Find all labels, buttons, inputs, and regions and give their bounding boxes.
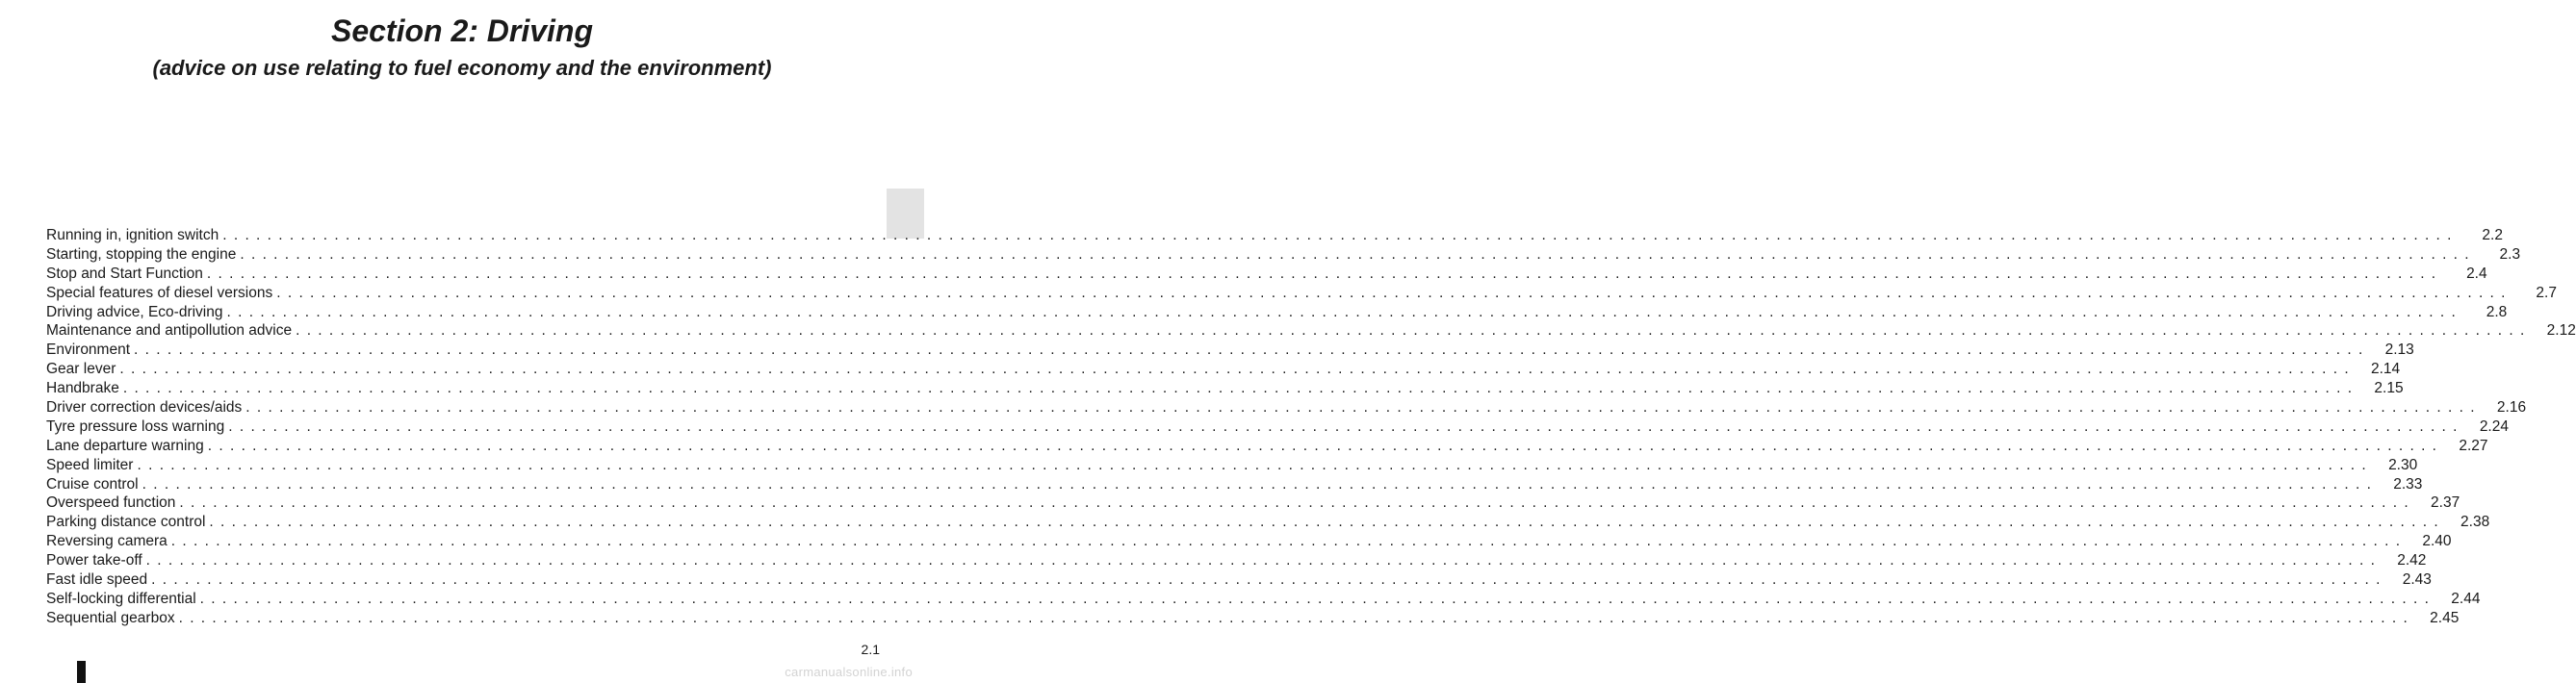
toc-entry-label: Tyre pressure loss warning [46, 417, 225, 435]
toc-dot-leader: . . . . . . . . . . . . . . . . . . . . . . . . . . . . . . . . . . . . . . . . . . . . . . . . . . . . . . . . . . . . . . . . . . . . . . . . . . . . . . . . . . . . . . . . . . . . . . . . . . . . . . . . . . . . . . . . . . . . . . . . . . . . . . . . . . . . . . . . . . . . . . . . . . . . . . . . . . . . . . . . . . . . . . . . . . . . . . . . . . . . . . . . . . . . . . . . . . . . . . . . [142, 475, 2373, 493]
toc-dot-leader: . . . . . . . . . . . . . . . . . . . . . . . . . . . . . . . . . . . . . . . . . . . . . . . . . . . . . . . . . . . . . . . . . . . . . . . . . . . . . . . . . . . . . . . . . . . . . . . . . . . . . . . . . . . . . . . . . . . . . . . . . . . . . . . . . . . . . . . . . . . . . . . . . . . . . . . . . . . . . . . . . . . . . . . . . . . . . . . . . . . . . . . . . . . . . . . . . . . . . . . . [240, 245, 2471, 263]
toc-entry-label: Overspeed function [46, 494, 176, 512]
toc-entry-page: 2.24 [2479, 417, 2509, 435]
toc-entry-page: 2.13 [2384, 342, 2414, 359]
toc-dot-leader: . . . . . . . . . . . . . . . . . . . . . . . . . . . . . . . . . . . . . . . . . . . . . . . . . . . . . . . . . . . . . . . . . . . . . . . . . . . . . . . . . . . . . . . . . . . . . . . . . . . . . . . . . . . . . . . . . . . . . . . . . . . . . . . . . . . . . . . . . . . . . . . . . . . . . . . . . . . . . . . . . . . . . . . . . . . . . . . . . . . . . . . . . . . . . . . . . . . . . . . . [199, 590, 2431, 607]
toc-entry-label: Reversing camera [46, 533, 167, 550]
toc-dot-leader: . . . . . . . . . . . . . . . . . . . . . . . . . . . . . . . . . . . . . . . . . . . . . . . . . . . . . . . . . . . . . . . . . . . . . . . . . . . . . . . . . . . . . . . . . . . . . . . . . . . . . . . . . . . . . . . . . . . . . . . . . . . . . . . . . . . . . . . . . . . . . . . . . . . . . . . . . . . . . . . . . . . . . . . . . . . . . . . . . . . . . . . . . . . . . . . . . . . . . . . . [179, 494, 2410, 512]
toc-entry-page: 2.8 [2486, 303, 2508, 320]
toc-entry[interactable] [46, 398, 2527, 417]
toc-entry-page: 2.12 [2546, 322, 2576, 340]
toc-entry-label: Running in, ignition switch [46, 227, 219, 243]
page-corner-mark [77, 661, 86, 683]
toc-entry[interactable] [46, 513, 2490, 532]
toc-dot-leader: . . . . . . . . . . . . . . . . . . . . . . . . . . . . . . . . . . . . . . . . . . . . . . . . . . . . . . . . . . . . . . . . . . . . . . . . . . . . . . . . . . . . . . . . . . . . . . . . . . . . . . . . . . . . . . . . . . . . . . . . . . . . . . . . . . . . . . . . . . . . . . . . . . . . . . . . . . . . . . . . . . . . . . . . . . . . . . . . . . . . . . . . . . . . . . . . . . . . . . . . [206, 265, 2437, 282]
toc-dot-leader: . . . . . . . . . . . . . . . . . . . . . . . . . . . . . . . . . . . . . . . . . . . . . . . . . . . . . . . . . . . . . . . . . . . . . . . . . . . . . . . . . . . . . . . . . . . . . . . . . . . . . . . . . . . . . . . . . . . . . . . . . . . . . . . . . . . . . . . . . . . . . . . . . . . . . . . . . . . . . . . . . . . . . . . . . . . . . . . . . . . . . . . . . . . . . . . . . . . . . . . . [151, 571, 2382, 589]
toc-entry[interactable] [46, 456, 2418, 475]
toc-entry-page: 2.33 [2393, 475, 2423, 493]
toc-entry[interactable] [46, 609, 2460, 628]
toc-dot-leader: . . . . . . . . . . . . . . . . . . . . . . . . . . . . . . . . . . . . . . . . . . . . . . . . . . . . . . . . . . . . . . . . . . . . . . . . . . . . . . . . . . . . . . . . . . . . . . . . . . . . . . . . . . . . . . . . . . . . . . . . . . . . . . . . . . . . . . . . . . . . . . . . . . . . . . . . . . . . . . . . . . . . . . . . . . . . . . . . . . . . . . . . . . . . . . . . . . . . . . . . [134, 342, 2364, 359]
toc-entry[interactable] [46, 226, 2503, 245]
watermark: carmanualsonline.info [785, 665, 913, 679]
toc-entry[interactable] [46, 265, 2487, 284]
toc-entry-page: 2.4 [2466, 265, 2487, 282]
toc-entry[interactable] [46, 590, 2481, 609]
toc-entry[interactable] [46, 245, 2521, 265]
toc-dot-leader: . . . . . . . . . . . . . . . . . . . . . . . . . . . . . . . . . . . . . . . . . . . . . . . . . . . . . . . . . . . . . . . . . . . . . . . . . . . . . . . . . . . . . . . . . . . . . . . . . . . . . . . . . . . . . . . . . . . . . . . . . . . . . . . . . . . . . . . . . . . . . . . . . . . . . . . . . . . . . . . . . . . . . . . . . . . . . . . . . . . . . . . . . . . . . . . . . . . . . . . . [228, 417, 2459, 435]
toc-entry[interactable] [46, 284, 2557, 303]
toc-entry-page: 2.38 [2460, 514, 2490, 531]
page-subtitle: (advice on use relating to fuel economy and the environment) [152, 56, 772, 80]
toc-entry[interactable] [46, 570, 2432, 590]
toc-entry-label: Maintenance and antipollution advice [46, 322, 293, 340]
toc-entry-page: 2.44 [2451, 590, 2481, 607]
toc-entry-label: Driver correction devices/aids [46, 399, 243, 417]
toc-entry-page: 2.42 [2397, 552, 2427, 569]
toc-entry[interactable] [46, 379, 2404, 398]
toc-dot-leader: . . . . . . . . . . . . . . . . . . . . . . . . . . . . . . . . . . . . . . . . . . . . . . . . . . . . . . . . . . . . . . . . . . . . . . . . . . . . . . . . . . . . . . . . . . . . . . . . . . . . . . . . . . . . . . . . . . . . . . . . . . . . . . . . . . . . . . . . . . . . . . . . . . . . . . . . . . . . . . . . . . . . . . . . . . . . . . . . . . . . . . . . . . . . . . . . . . . . . . . . [209, 514, 2440, 531]
toc-dot-leader: . . . . . . . . . . . . . . . . . . . . . . . . . . . . . . . . . . . . . . . . . . . . . . . . . . . . . . . . . . . . . . . . . . . . . . . . . . . . . . . . . . . . . . . . . . . . . . . . . . . . . . . . . . . . . . . . . . . . . . . . . . . . . . . . . . . . . . . . . . . . . . . . . . . . . . . . . . . . . . . . . . . . . . . . . . . . . . . . . . . . . . . . . . . . . . . . . . . . . . . . [207, 437, 2438, 454]
toc-entry[interactable] [46, 417, 2509, 437]
toc-entry[interactable] [46, 303, 2508, 322]
toc-dot-leader: . . . . . . . . . . . . . . . . . . . . . . . . . . . . . . . . . . . . . . . . . . . . . . . . . . . . . . . . . . . . . . . . . . . . . . . . . . . . . . . . . . . . . . . . . . . . . . . . . . . . . . . . . . . . . . . . . . . . . . . . . . . . . . . . . . . . . . . . . . . . . . . . . . . . . . . . . . . . . . . . . . . . . . . . . . . . . . . . . . . . . . . . . . . . . . . . . . . . . . . . [145, 552, 2377, 569]
table-of-contents [46, 226, 2576, 628]
toc-entry-label: Environment [46, 342, 131, 359]
toc-entry-label: Lane departure warning [46, 437, 204, 454]
toc-dot-leader: . . . . . . . . . . . . . . . . . . . . . . . . . . . . . . . . . . . . . . . . . . . . . . . . . . . . . . . . . . . . . . . . . . . . . . . . . . . . . . . . . . . . . . . . . . . . . . . . . . . . . . . . . . . . . . . . . . . . . . . . . . . . . . . . . . . . . . . . . . . . . . . . . . . . . . . . . . . . . . . . . . . . . . . . . . . . . . . . . . . . . . . . . . . . . . . . . . . . . . . . [226, 303, 2458, 320]
toc-dot-leader: . . . . . . . . . . . . . . . . . . . . . . . . . . . . . . . . . . . . . . . . . . . . . . . . . . . . . . . . . . . . . . . . . . . . . . . . . . . . . . . . . . . . . . . . . . . . . . . . . . . . . . . . . . . . . . . . . . . . . . . . . . . . . . . . . . . . . . . . . . . . . . . . . . . . . . . . . . . . . . . . . . . . . . . . . . . . . . . . . . . . . . . . . . . . . . . . . . . . . . . . [170, 533, 2402, 550]
toc-entry-page: 2.27 [2459, 437, 2488, 454]
toc-entry[interactable] [46, 360, 2401, 379]
toc-entry-label: Driving advice, Eco-driving [46, 303, 223, 320]
toc-entry-page: 2.14 [2370, 361, 2401, 378]
toc-entry[interactable] [46, 341, 2414, 360]
toc-entry-label: Starting, stopping the engine [46, 245, 237, 263]
toc-entry-label: Stop and Start Function [46, 265, 203, 282]
toc-entry-label: Sequential gearbox [46, 609, 175, 626]
toc-dot-leader: . . . . . . . . . . . . . . . . . . . . . . . . . . . . . . . . . . . . . . . . . . . . . . . . . . . . . . . . . . . . . . . . . . . . . . . . . . . . . . . . . . . . . . . . . . . . . . . . . . . . . . . . . . . . . . . . . . . . . . . . . . . . . . . . . . . . . . . . . . . . . . . . . . . . . . . . . . . . . . . . . . . . . . . . . . . . . . . . . . . . . . . . . . . . . . . . . . . . . . . . [178, 609, 2409, 626]
page-number: 2.1 [861, 642, 880, 657]
toc-entry-page: 2.30 [2388, 456, 2418, 473]
toc-entry[interactable] [46, 475, 2423, 494]
toc-entry-page: 2.43 [2402, 571, 2432, 589]
toc-dot-leader: . . . . . . . . . . . . . . . . . . . . . . . . . . . . . . . . . . . . . . . . . . . . . . . . . . . . . . . . . . . . . . . . . . . . . . . . . . . . . . . . . . . . . . . . . . . . . . . . . . . . . . . . . . . . . . . . . . . . . . . . . . . . . . . . . . . . . . . . . . . . . . . . . . . . . . . . . . . . . . . . . . . . . . . . . . . . . . . . . . . . . . . . . . . . . . . . . . . . . . . . [276, 284, 2507, 301]
toc-entry[interactable] [46, 493, 2460, 513]
toc-entry-label: Cruise control [46, 475, 139, 493]
toc-entry-label: Parking distance control [46, 514, 206, 531]
toc-entry-label: Special features of diesel versions [46, 284, 273, 301]
toc-entry-page: 2.45 [2430, 609, 2460, 626]
toc-entry-page: 2.40 [2422, 533, 2452, 550]
toc-entry-page: 2.16 [2496, 399, 2527, 417]
toc-entry[interactable] [46, 437, 2488, 456]
toc-entry-label: Handbrake [46, 380, 119, 397]
toc-entry-label: Speed limiter [46, 456, 134, 473]
toc-dot-leader: . . . . . . . . . . . . . . . . . . . . . . . . . . . . . . . . . . . . . . . . . . . . . . . . . . . . . . . . . . . . . . . . . . . . . . . . . . . . . . . . . . . . . . . . . . . . . . . . . . . . . . . . . . . . . . . . . . . . . . . . . . . . . . . . . . . . . . . . . . . . . . . . . . . . . . . . . . . . . . . . . . . . . . . . . . . . . . . . . . . . . . . . . . . . . . . . . . . . . . . . [122, 380, 2354, 397]
toc-entry-page: 2.37 [2431, 494, 2460, 512]
toc-entry[interactable] [46, 551, 2427, 570]
toc-dot-leader: . . . . . . . . . . . . . . . . . . . . . . . . . . . . . . . . . . . . . . . . . . . . . . . . . . . . . . . . . . . . . . . . . . . . . . . . . . . . . . . . . . . . . . . . . . . . . . . . . . . . . . . . . . . . . . . . . . . . . . . . . . . . . . . . . . . . . . . . . . . . . . . . . . . . . . . . . . . . . . . . . . . . . . . . . . . . . . . . . . . . . . . . . . . . . . . . . . . . . . . . [245, 399, 2477, 417]
toc-entry-label: Self-locking differential [46, 590, 196, 607]
toc-dot-leader: . . . . . . . . . . . . . . . . . . . . . . . . . . . . . . . . . . . . . . . . . . . . . . . . . . . . . . . . . . . . . . . . . . . . . . . . . . . . . . . . . . . . . . . . . . . . . . . . . . . . . . . . . . . . . . . . . . . . . . . . . . . . . . . . . . . . . . . . . . . . . . . . . . . . . . . . . . . . . . . . . . . . . . . . . . . . . . . . . . . . . . . . . . . . . . . . . . . . . . . . [296, 322, 2526, 340]
toc-entry-page: 2.2 [2482, 227, 2503, 243]
toc-entry[interactable] [46, 321, 2576, 341]
toc-entry-page: 2.3 [2499, 245, 2521, 263]
toc-entry-label: Gear lever [46, 361, 116, 378]
toc-dot-leader: . . . . . . . . . . . . . . . . . . . . . . . . . . . . . . . . . . . . . . . . . . . . . . . . . . . . . . . . . . . . . . . . . . . . . . . . . . . . . . . . . . . . . . . . . . . . . . . . . . . . . . . . . . . . . . . . . . . . . . . . . . . . . . . . . . . . . . . . . . . . . . . . . . . . . . . . . . . . . . . . . . . . . . . . . . . . . . . . . . . . . . . . . . . . . . . . . . . . . . . . [119, 361, 2351, 378]
toc-dot-leader: . . . . . . . . . . . . . . . . . . . . . . . . . . . . . . . . . . . . . . . . . . . . . . . . . . . . . . . . . . . . . . . . . . . . . . . . . . . . . . . . . . . . . . . . . . . . . . . . . . . . . . . . . . . . . . . . . . . . . . . . . . . . . . . . . . . . . . . . . . . . . . . . . . . . . . . . . . . . . . . . . . . . . . . . . . . . . . . . . . . . . . . . . . . . . . . . . . . . . . . . [137, 456, 2368, 473]
toc-dot-leader: . . . . . . . . . . . . . . . . . . . . . . . . . . . . . . . . . . . . . . . . . . . . . . . . . . . . . . . . . . . . . . . . . . . . . . . . . . . . . . . . . . . . . . . . . . . . . . . . . . . . . . . . . . . . . . . . . . . . . . . . . . . . . . . . . . . . . . . . . . . . . . . . . . . . . . . . . . . . . . . . . . . . . . . . . . . . . . . . . . . . . . . . . . . . . . . . . . . . . . . . [222, 227, 2453, 243]
toc-entry[interactable] [46, 532, 2452, 551]
toc-entry-page: 2.15 [2374, 380, 2404, 397]
toc-entry-label: Power take-off [46, 552, 142, 569]
toc-entry-page: 2.7 [2536, 284, 2557, 301]
page-title: Section 2: Driving [330, 13, 594, 48]
toc-entry-label: Fast idle speed [46, 571, 148, 589]
